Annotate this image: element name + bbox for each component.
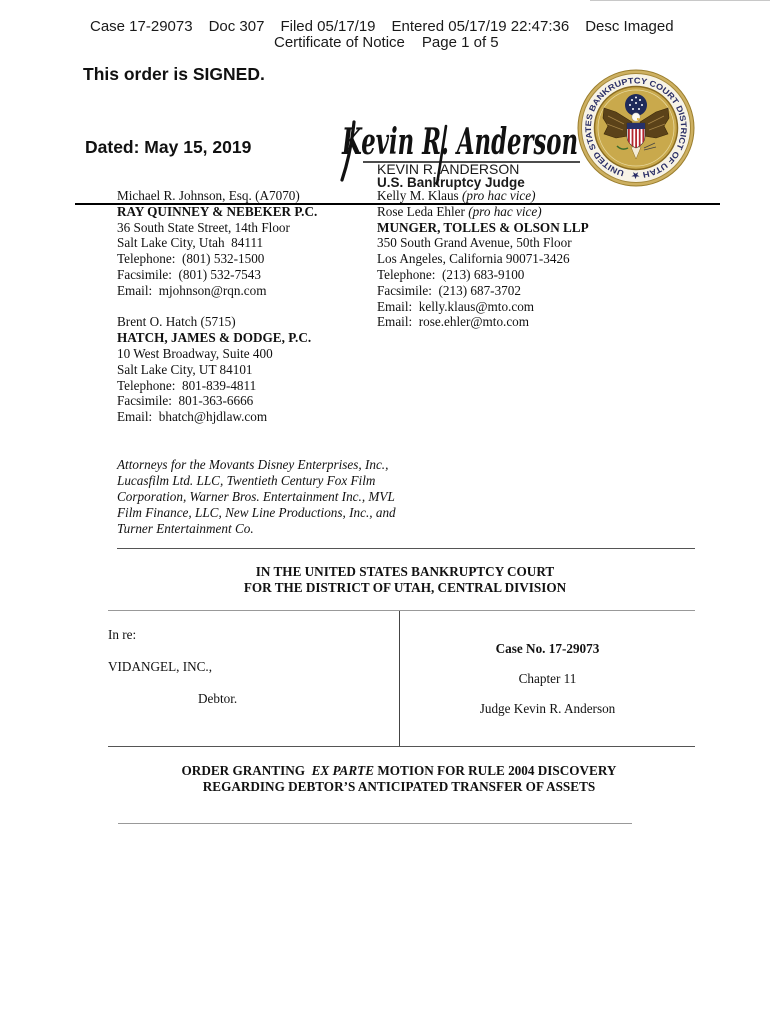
attorneys-for-line: Attorneys for the Movants Disney Enterprises, Inc., [117, 457, 389, 472]
order-title-rule [118, 823, 632, 824]
case-number-caption [400, 641, 695, 657]
order-title-suffix: MOTION FOR RULE 2004 DISCOVERY [377, 763, 617, 778]
in-re-label [108, 627, 136, 643]
order-title-emphasis: EX PARTE [311, 763, 375, 778]
scan-edge-line [590, 0, 770, 1]
court-heading [115, 564, 695, 596]
email-line: Email: rose.ehler@mto.com [377, 314, 530, 330]
address-line: Salt Lake City, Utah 84111 [117, 235, 264, 251]
line-spacer [117, 299, 317, 315]
address-line: 10 West Broadway, Suite 400 [117, 345, 273, 361]
order-title [103, 763, 695, 795]
filing-header-line-1 [90, 18, 674, 35]
counsel-block-left [117, 188, 317, 425]
caption-bottom-rule [108, 746, 695, 747]
pro-hac-vice-note: (pro hac vice) [461, 188, 536, 203]
signature-handwriting: Kevin R. Anderson [341, 121, 578, 163]
attorney-name: Brent O. Hatch (5715) [117, 314, 236, 330]
court-seal [576, 68, 696, 188]
telephone-line: Telephone: (213) 683-9100 [377, 266, 525, 282]
facsimile-line: Facsimile: (213) 687-3702 [377, 282, 521, 298]
facsimile-line: Facsimile: (801) 532-7543 [117, 266, 261, 282]
debtor-label-text: Debtor. [198, 691, 238, 706]
debtor-label [198, 691, 237, 707]
telephone-line: Telephone: (801) 532-1500 [117, 251, 265, 267]
attorneys-for-block [117, 457, 396, 537]
law-firm-name: MUNGER, TOLLES & OLSON LLP [377, 219, 589, 235]
attorneys-for-line: Turner Entertainment Co. [117, 521, 254, 536]
law-firm-name: HATCH, JAMES & DODGE, P.C. [117, 330, 312, 346]
case-number: Case 17-29073 [90, 18, 193, 35]
page-count: Page 1 of 5 [421, 34, 499, 51]
debtor-name [108, 659, 212, 675]
email-line: Email: kelly.klaus@mto.com [377, 298, 535, 314]
email-line: Email: mjohnson@rqn.com [117, 282, 267, 298]
counsel-block-right [377, 188, 589, 330]
address-line: Salt Lake City, UT 84101 [117, 361, 253, 377]
attorney-name [377, 188, 589, 204]
in-re-text: In re: [108, 627, 137, 642]
court-heading-line: FOR THE DISTRICT OF UTAH, CENTRAL DIVISION [243, 580, 567, 595]
law-firm-name: RAY QUINNEY & NEBEKER P.C. [117, 203, 318, 219]
address-line: 350 South Grand Avenue, 50th Floor [377, 235, 572, 251]
order-title-line [103, 763, 695, 779]
judge-signature [330, 100, 590, 190]
chapter-caption [400, 671, 695, 687]
attorney-name [377, 204, 589, 220]
caption-top-rule [108, 610, 695, 611]
doc-number: Doc 307 [208, 18, 265, 35]
attorneys-for-line: Lucasfilm Ltd. LLC, Twentieth Century Fox Film [117, 473, 376, 488]
seal-lettering: UNITED STATES BANKRUPTCY COURT DISTRICT OF UTAH ★ [583, 76, 689, 180]
judge-title: U.S. Bankruptcy Judge [377, 175, 525, 190]
court-heading-line: IN THE UNITED STATES BANKRUPTCY COURT [255, 564, 555, 579]
attorney-name: Michael R. Johnson, Esq. (A7070) [117, 188, 300, 203]
dated-line: Dated: May 15, 2019 [85, 137, 252, 157]
telephone-line: Telephone: 801-839-4811 [117, 377, 257, 393]
filed-date: Filed 05/17/19 [280, 18, 376, 35]
judge-text: Judge Kevin R. Anderson [479, 701, 616, 716]
attorney-name-text: Kelly M. Klaus [377, 188, 459, 203]
order-title-line: REGARDING DEBTOR’S ANTICIPATED TRANSFER OF ASSETS [202, 779, 596, 794]
chapter-text: Chapter 11 [518, 671, 577, 686]
section-rule [117, 548, 695, 549]
attorneys-for-line: Corporation, Warner Bros. Entertainment Inc., MVL [117, 489, 395, 504]
order-title-prefix: ORDER GRANTING [181, 763, 305, 778]
signed-notice: This order is SIGNED. [83, 64, 265, 84]
judge-printed-name: KEVIN R. ANDERSON [377, 161, 520, 177]
facsimile-line: Facsimile: 801-363-6666 [117, 393, 254, 409]
entered-date: Entered 05/17/19 22:47:36 [391, 18, 570, 35]
case-number-text: Case No. 17-29073 [495, 641, 600, 656]
description: Desc Imaged [585, 18, 674, 35]
filing-header-line-2 [274, 34, 499, 51]
certificate-label: Certificate of Notice [274, 34, 405, 51]
attorney-name-text: Rose Leda Ehler [377, 203, 465, 219]
address-line: Los Angeles, California 90071-3426 [377, 251, 570, 267]
judge-caption [400, 701, 695, 717]
eagle-head [632, 113, 640, 121]
address-line: 36 South State Street, 14th Floor [117, 219, 290, 235]
debtor-name-text: VIDANGEL, INC., [108, 659, 213, 674]
attorneys-for-line: Film Finance, LLC, New Line Productions, Inc., and [117, 505, 396, 520]
pro-hac-vice-note: (pro hac vice) [468, 203, 542, 219]
email-line: Email: bhatch@hjdlaw.com [117, 409, 268, 425]
